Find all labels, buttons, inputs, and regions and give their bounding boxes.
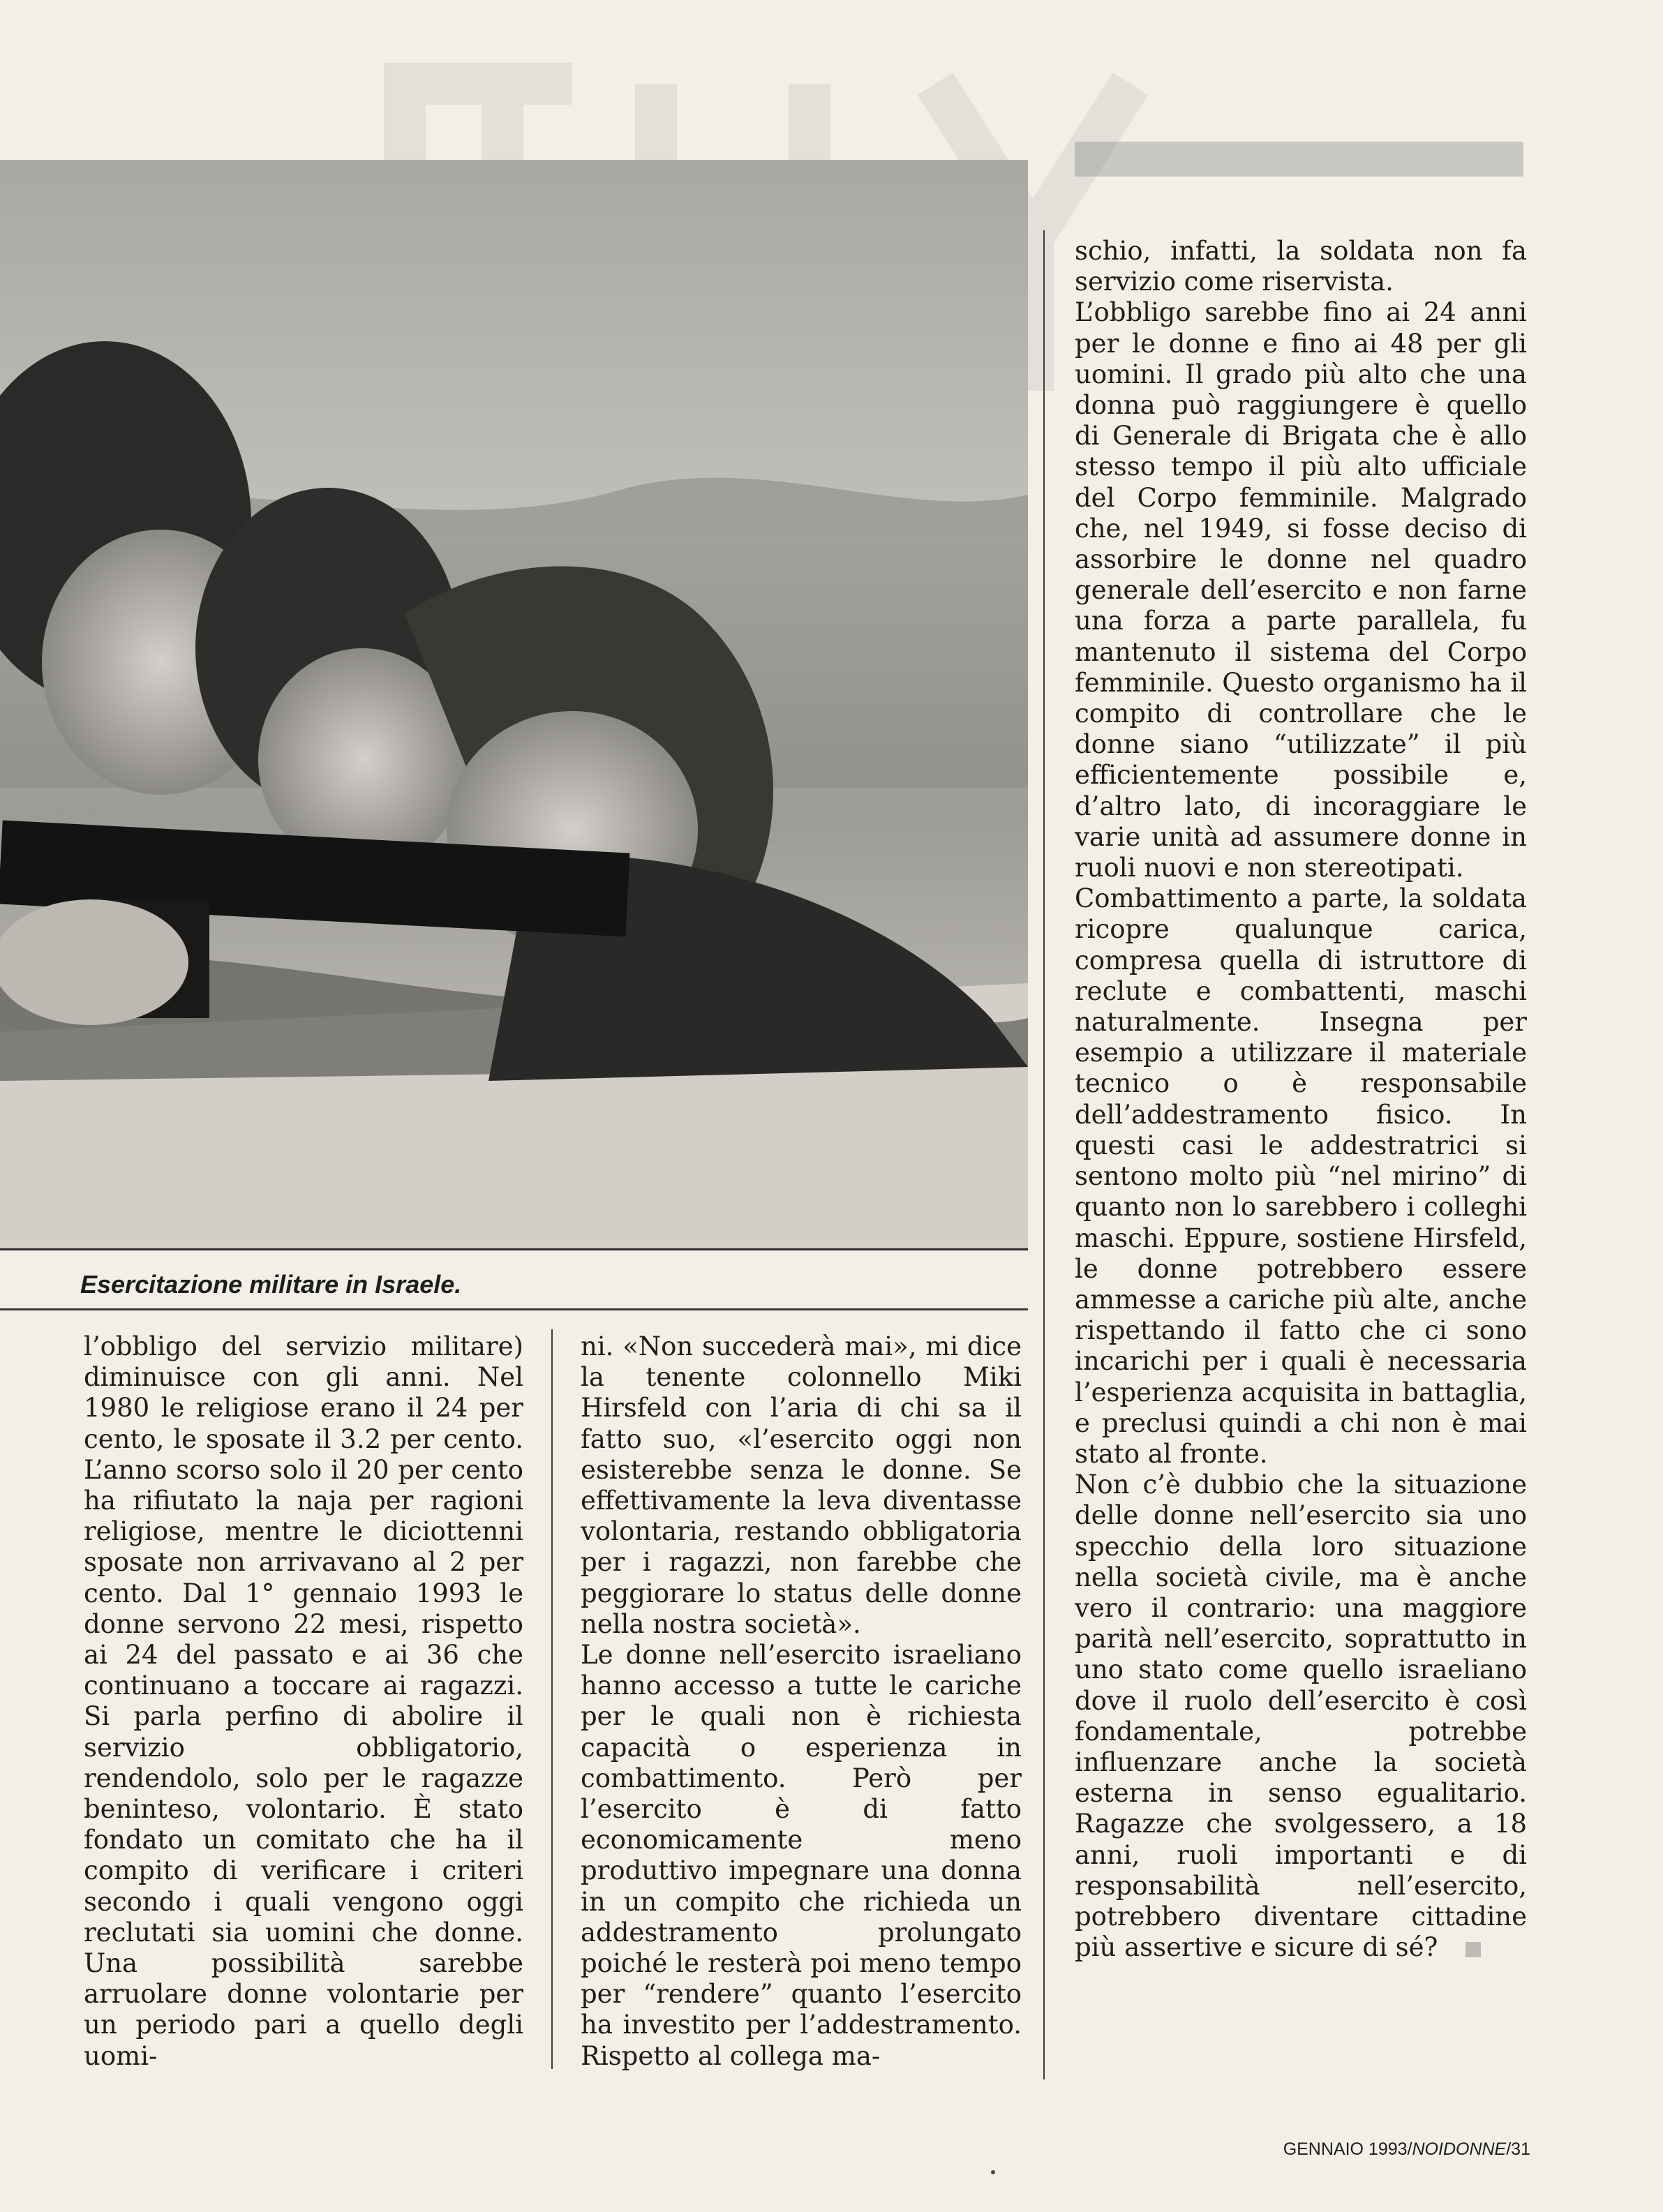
page-footer — [1283, 2139, 1530, 2160]
header-bar — [1075, 142, 1523, 177]
column-3-paragraph-4-text: Non c’è dubbio che la situazione delle donne nell’esercito sia uno specchio della loro situazione nella società civile, ma è anche vero il contrario: una maggiore parità nell’esercito, soprattutto in uno stato come quello israeliano dove il ruolo dell’esercito è così fondamentale, potrebbe influenzare anche la società esterna in senso egualitario. Ragazze che svolgessero, a 18 anni, ruoli importanti e di responsabilità nell’esercito, potrebbero diventare cittadine più assertive e sicure di sé? — [1075, 1470, 1527, 1963]
column-divider-2 — [1043, 230, 1045, 2079]
column-2-paragraph-1: ni. «Non succederà mai», mi dice la tenente colonnello Miki Hirsfeld con l’aria di chi sa il fatto suo, «l’esercito oggi non esisterebbe senza le donne. Se effettivamente la leva diventasse volontaria, restando obbligatoria per i ragazzi, non farebbe che peggiorare lo status delle donne nella nostra società». — [581, 1331, 1022, 1639]
column-1-paragraph: l’obbligo del servizio militare) diminuisce con gli anni. Nel 1980 le religiose erano il 24 per cento, le sposate il 3.2 per cento. L’anno scorso solo il 20 per cento ha rifiutato la naja per ragioni religiose, mentre le diciottenni sposate non arrivavano al 2 per cento. Dal 1° gennaio 1993 le donne servono 22 mesi, rispetto ai 24 del passato e ai 36 che continuano a toccare ai ragazzi. Si parla perfino di abolire il servizio obbligatorio, rendendolo, solo per le ragazze beninteso, volontario. È stato fondato un comitato che ha il compito di verificare i criteri secondo i quali vengono oggi reclutati sia uomini che donne. Una possibilità sarebbe arruolare donne volontarie per un periodo pari a quello degli uomi- — [84, 1331, 523, 2071]
column-2-paragraph-2: Le donne nell’esercito israeliano hanno accesso a tutte le cariche per le quali non è richiesta capacità o esperienza in combattimento. Però per l’esercito è di fatto economicamente meno produttivo impegnare una donna in un compito che richieda un addestramento prolungato poiché le resterà poi meno tempo per “rendere” quanto l’esercito ha investito per l’addestramento. Rispetto al collega ma- — [581, 1640, 1022, 2071]
article-column-1 — [84, 1331, 523, 2072]
training-photo — [0, 160, 1028, 1250]
photo-soldiers-rifle-training-icon — [0, 160, 1028, 1248]
footer-date: GENNAIO 1993/ — [1283, 2139, 1412, 2159]
caption-rule — [0, 1308, 1028, 1310]
end-of-article-icon — [1466, 1942, 1481, 1957]
article-column-3 — [1075, 236, 1527, 1963]
column-3-paragraph-1: schio, infatti, la soldata non fa servizio come riservista. — [1075, 236, 1527, 297]
column-3-paragraph-4 — [1075, 1470, 1527, 1963]
footer-page-number: /31 — [1506, 2139, 1530, 2159]
photo-caption: Esercitazione militare in Israele. — [80, 1270, 462, 1299]
column-divider-1 — [551, 1329, 553, 2069]
print-speck — [991, 2170, 995, 2174]
article-column-2 — [581, 1331, 1022, 2072]
column-3-paragraph-3: Combattimento a parte, la soldata ricopre qualunque carica, compresa quella di istruttore di reclute e combattenti, maschi naturalmente. Insegna per esempio a utilizzare il materiale tecnico o è responsabile dell’addestramento fisico. In questi casi le addestratrici si sentono molto più “nel mirino” di quanto non lo sarebbero i colleghi maschi. Eppure, sostiene Hirsfeld, le donne potrebbero essere ammesse a cariche più alte, anche rispettando il fatto che ci sono incarichi per i quali è necessaria l’esperienza acquisita in battaglia, e preclusi quindi a chi non è mai stato al fronte. — [1075, 883, 1527, 1469]
footer-magazine: NOIDONNE — [1412, 2139, 1507, 2159]
column-3-paragraph-2: L’obbligo sarebbe fino ai 24 anni per le donne e fino ai 48 per gli uomini. Il grado più alto che una donna può raggiungere è quello di Generale di Brigata che è allo stesso tempo il più alto ufficiale del Corpo femminile. Malgrado che, nel 1949, si fosse deciso di assorbire le donne nel quadro generale dell’esercito e non farne una forza a parte parallela, fu mantenuto il sistema del Corpo femminile. Questo organismo ha il compito di controllare che le donne siano “utilizzate” il più efficientemente possibile e, d’altro lato, di incoraggiare le varie unità ad assumere donne in ruoli nuovi e non stereotipati. — [1075, 297, 1527, 883]
